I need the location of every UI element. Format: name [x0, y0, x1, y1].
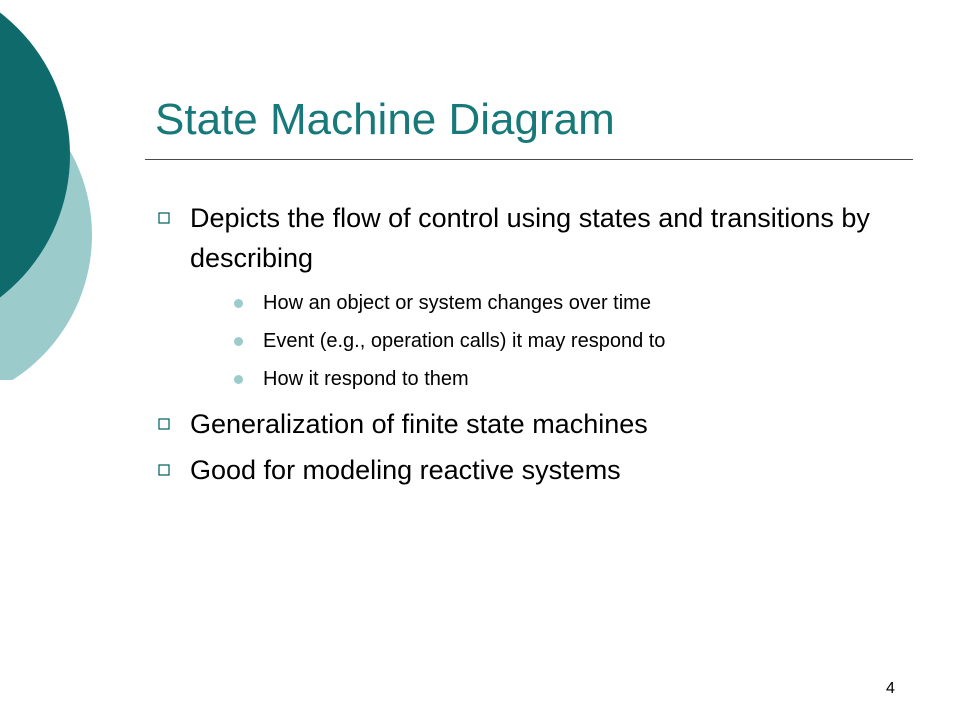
bullet-text: Depicts the flow of control using states and transitions by describing — [190, 203, 870, 273]
page-number: 4 — [886, 680, 895, 697]
hollow-square-bullet-icon — [158, 418, 170, 430]
bullet-item — [158, 450, 878, 490]
teal-circles-decoration — [0, 0, 100, 380]
sub-bullet-text: Event (e.g., operation calls) it may respond to — [263, 330, 666, 352]
sub-bullet-item — [190, 360, 878, 398]
bullet-item — [158, 404, 878, 444]
hollow-square-bullet-icon — [158, 212, 170, 224]
hollow-square-bullet-icon — [158, 464, 170, 476]
sub-bullet-text: How an object or system changes over time — [263, 292, 651, 314]
sub-bullet-item — [190, 322, 878, 360]
filled-circle-bullet-icon — [234, 375, 243, 384]
filled-circle-bullet-icon — [234, 299, 243, 308]
slide-title: State Machine Diagram — [155, 95, 615, 144]
title-divider — [145, 159, 913, 160]
filled-circle-bullet-icon — [234, 337, 243, 346]
sub-bullet-item — [190, 284, 878, 322]
bullet-item — [158, 198, 878, 398]
bullet-text: Generalization of finite state machines — [190, 409, 648, 439]
sub-bullet-list — [190, 284, 878, 398]
bullet-text: Good for modeling reactive systems — [190, 455, 621, 485]
bullet-list — [158, 198, 878, 496]
sub-bullet-text: How it respond to them — [263, 368, 469, 390]
